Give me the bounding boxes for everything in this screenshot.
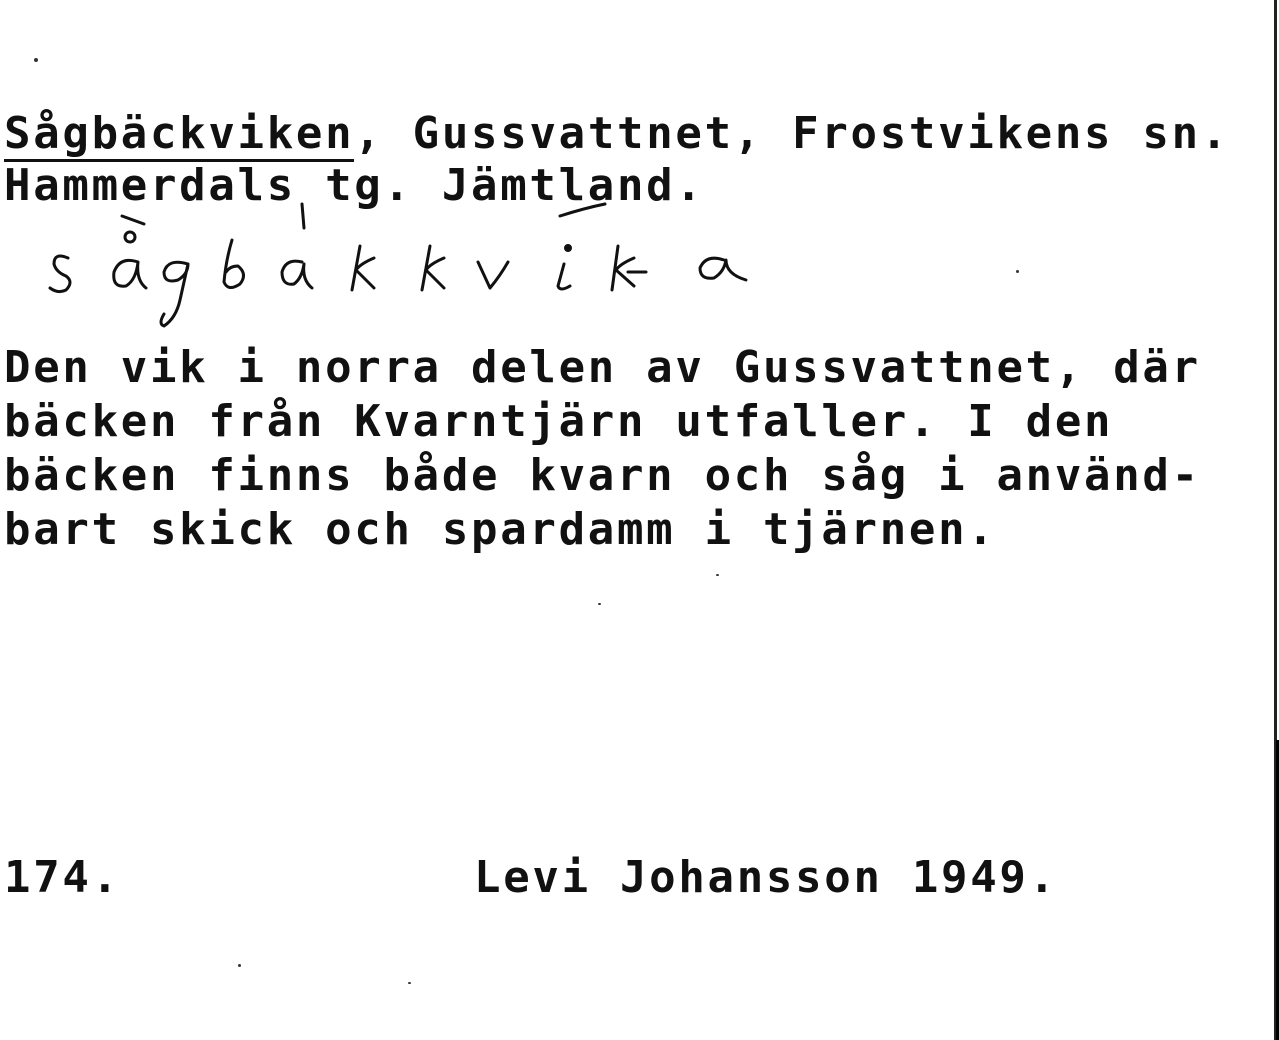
speck xyxy=(716,574,719,576)
place-name: Sågbäckviken xyxy=(4,108,354,162)
speck xyxy=(598,603,601,605)
body-line: bart skick och spardamm i tjärnen. xyxy=(4,504,997,555)
heading-location: , Gussvattnet, Frostvikens sn. xyxy=(354,108,1231,159)
speck xyxy=(238,964,241,967)
body-line: Den vik i norra delen av Gussvattnet, där xyxy=(4,342,1201,393)
district-line: Hammerdals tg. Jämtland. xyxy=(4,160,705,211)
body-line: bäcken finns både kvarn och såg i använd- xyxy=(4,450,1201,501)
heading-line xyxy=(4,108,1230,160)
speck xyxy=(408,982,411,984)
speck xyxy=(1016,270,1019,273)
card-number: 174. xyxy=(4,852,121,903)
handwritten-pronunciation xyxy=(40,200,800,340)
author-year: Levi Johansson 1949. xyxy=(474,852,1058,903)
body-line: bäcken från Kvarntjärn utfaller. I den xyxy=(4,396,1114,447)
speck xyxy=(34,58,38,62)
